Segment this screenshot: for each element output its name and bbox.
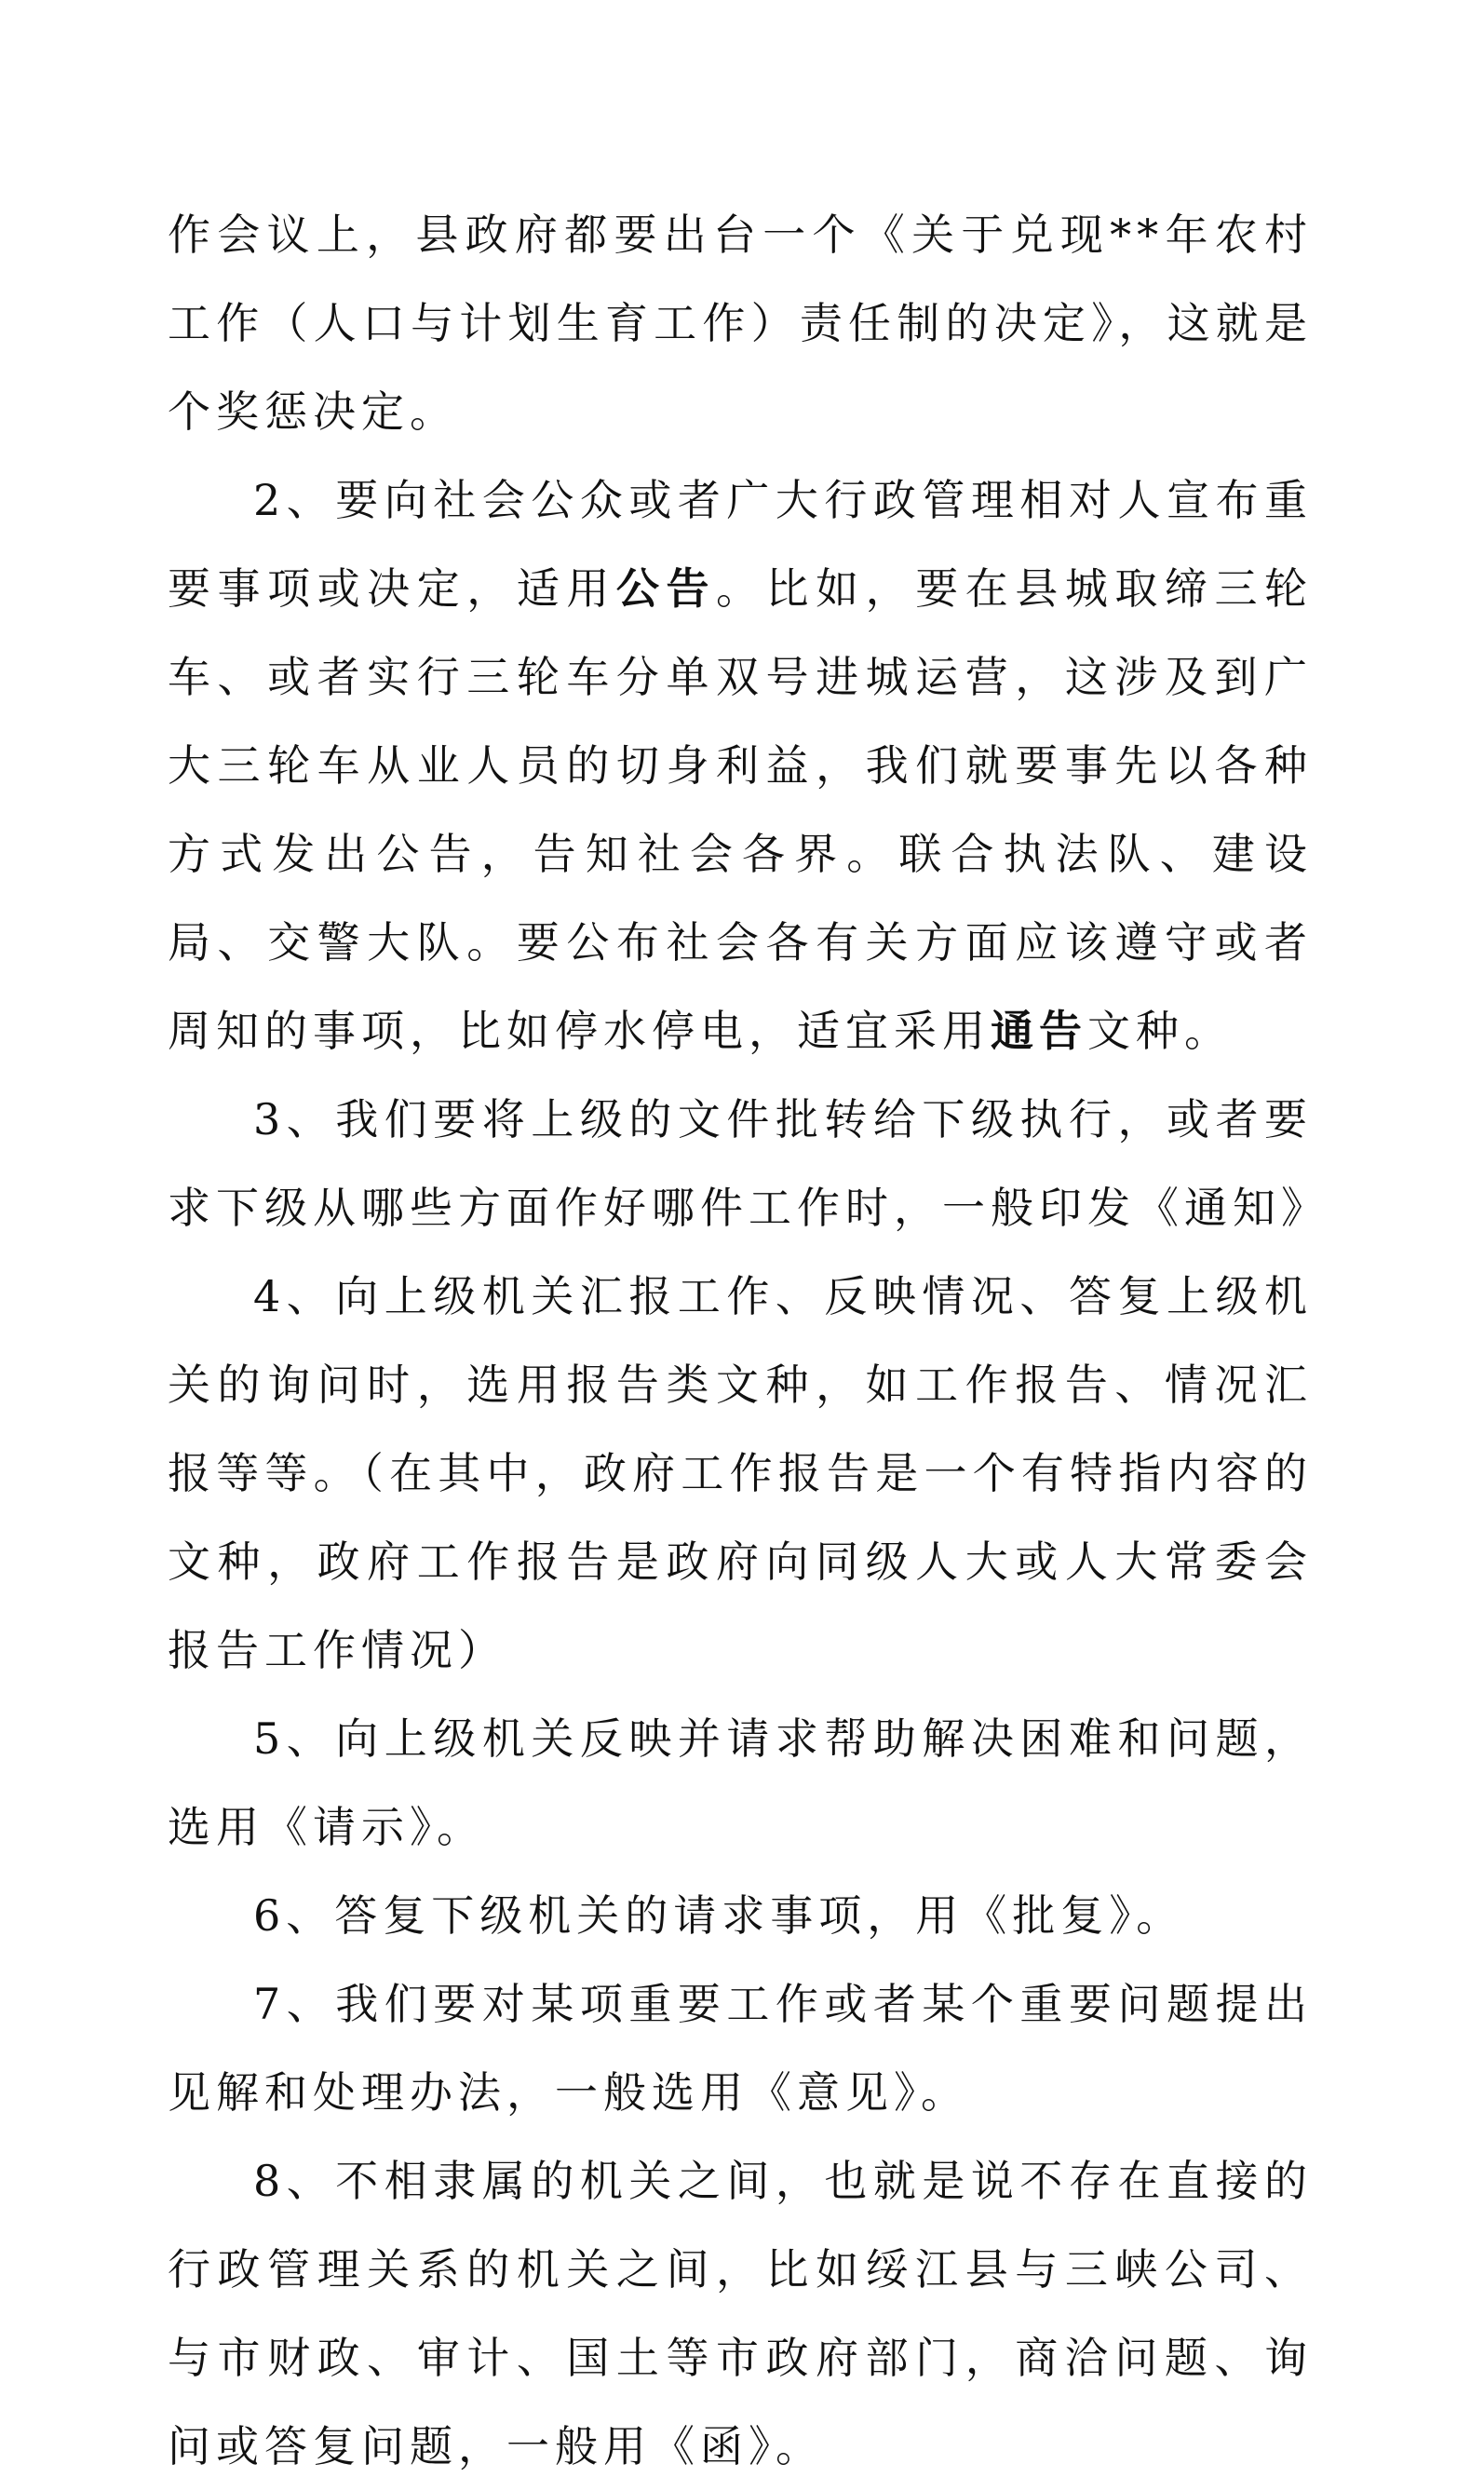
paragraph-item-7: 7、我们要对某项重要工作或者某个重要问题提出见解和处理办法，一般选用《意见》。 (168, 1979, 1313, 2118)
paragraph-item-8: 8、不相隶属的机关之间，也就是说不存在直接的行政管理关系的机关之间，比如绥江县与三峡公司、与市财政、审计、国土等市政府部门，商洽问题、询问或答复问题，一般用《函》。 (168, 2156, 1313, 2471)
paragraph-item-6: 6、答复下级机关的请求事项，用《批复》。 (253, 1890, 1185, 1941)
paragraph-item-2 (168, 456, 1313, 1076)
paragraph-item-2-text-b: 。比如，要在县城取缔三轮车、或者实行三轮车分单双号进城运营，这涉及到广大三轮车从业人员的切身利益，我们就要事先以各种方式发出公告，告知社会各界。联合执法队、建设局、交警大队。要公布社会各有关方面应该遵守或者周知的事项，比如停水停电，适宜采用 (168, 563, 1314, 1056)
keyword-announcement: 公告 (615, 563, 717, 614)
paragraph-item-4: 4、向上级机关汇报工作、反映情况、答复上级机关的询问时，选用报告类文种，如工作报告、情况汇报等等。（在其中，政府工作报告是一个有特指内容的文种，政府工作报告是政府向同级人大或人大常委会报告工作情况） (168, 1271, 1313, 1675)
paragraph-item-2-text-c: 文种。 (1087, 1006, 1233, 1056)
paragraph-item-2-text-a: 2、要向社会公众或者广大行政管理相对人宣布重要事项或决定，适用 (168, 475, 1313, 614)
paragraph-item-5: 5、向上级机关反映并请求帮助解决困难和问题，选用《请示》。 (168, 1713, 1313, 1852)
document-body (168, 191, 1329, 2491)
paragraph-continuation: 作会议上，县政府都要出台一个《关于兑现**年农村工作（人口与计划生育工作）责任制的决定》，这就是个奖惩决定。 (168, 210, 1313, 437)
paragraph-item-3: 3、我们要将上级的文件批转给下级执行，或者要求下级从哪些方面作好哪件工作时，一般印发《通知》 (168, 1094, 1329, 1233)
keyword-notice: 通告 (991, 1006, 1087, 1056)
